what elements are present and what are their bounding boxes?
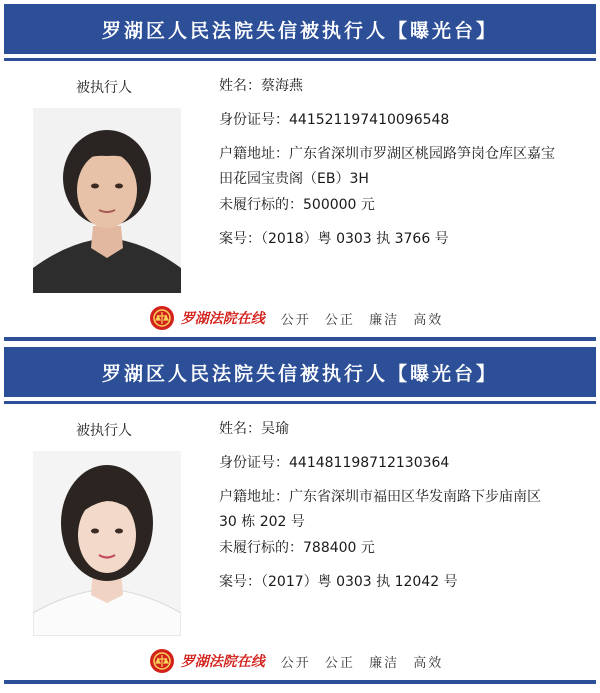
slogan xyxy=(281,652,451,671)
person-photo-image xyxy=(33,451,181,636)
address-line-2: 30 栋 202 号 xyxy=(219,514,305,530)
record-card xyxy=(0,0,600,341)
id-number-field: 身份证号：441481198712130364 xyxy=(219,455,450,471)
slogan-item: 廉洁 xyxy=(369,312,400,328)
banner-title: 罗湖区人民法院失信被执行人【曝光台】 xyxy=(4,4,596,54)
photo-label: 被执行人 xyxy=(76,80,132,96)
slogan-item: 高效 xyxy=(413,312,444,328)
footer xyxy=(0,303,600,333)
id-number-field: 身份证号：441521197410096548 xyxy=(219,112,450,128)
address-line-1: 户籍地址：广东省深圳市福田区华发南路下步庙南区 xyxy=(219,489,541,505)
brand-name: 罗湖法院在线 xyxy=(180,311,265,327)
banner-divider xyxy=(4,401,596,404)
slogan xyxy=(281,309,451,328)
bottom-divider xyxy=(4,337,596,341)
brand-name: 罗湖法院在线 xyxy=(180,654,265,670)
court-emblem-icon xyxy=(149,305,175,331)
banner-title: 罗湖区人民法院失信被执行人【曝光台】 xyxy=(4,347,596,397)
person-photo xyxy=(33,108,181,293)
record-fields xyxy=(219,421,594,608)
name-field: 姓名：蔡海燕 xyxy=(219,78,303,94)
record-fields xyxy=(219,78,594,265)
bottom-divider xyxy=(4,680,596,684)
record-card xyxy=(0,343,600,684)
person-photo xyxy=(33,451,181,636)
case-number-field: 案号：（2018）粤 0303 执 3766 号 xyxy=(219,231,449,247)
slogan-item: 廉洁 xyxy=(369,655,400,671)
address-line-2: 田花园宝贵阁（EB）3H xyxy=(219,171,369,187)
person-photo-image xyxy=(33,108,181,293)
photo-label: 被执行人 xyxy=(76,423,132,439)
banner-divider xyxy=(4,58,596,61)
amount-field: 未履行标的：500000 元 xyxy=(219,197,375,213)
slogan-item: 公开 xyxy=(280,312,311,328)
court-emblem-icon xyxy=(149,648,175,674)
slogan-item: 高效 xyxy=(413,655,444,671)
slogan-item: 公开 xyxy=(280,655,311,671)
slogan-item: 公正 xyxy=(324,312,355,328)
case-number-field: 案号：（2017）粤 0303 执 12042 号 xyxy=(219,574,458,590)
slogan-item: 公正 xyxy=(324,655,355,671)
name-field: 姓名：吴瑜 xyxy=(219,421,289,437)
amount-field: 未履行标的：788400 元 xyxy=(219,540,375,556)
footer xyxy=(0,646,600,676)
address-line-1: 户籍地址：广东省深圳市罗湖区桃园路笋岗仓库区嘉宝 xyxy=(219,146,555,162)
